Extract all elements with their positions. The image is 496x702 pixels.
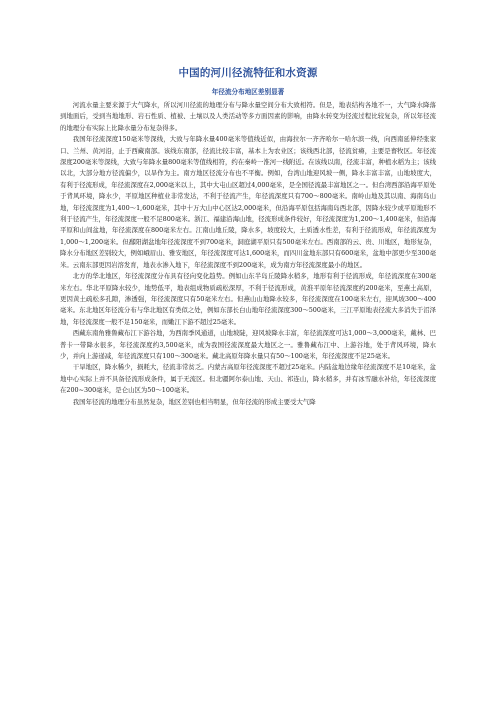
body-paragraph: 我国年径流深度150毫米等深线，大致与年降水量400毫米等值线近似，由海拉尔一齐齐哈尔一哈尔滨一线，向西南延伸经张家口、兰州、黄河沿，止于西藏南部。该线东南部，径流比较丰富，基本上为农业区；该线西北部，径流贫瘠，主要是畜牧区。年径流深度200毫米等深线，大致与年降水量800毫米等值线相符，约在秦岭一淮河一线附近。在该线以南，径流丰富，种植水稻为主；该线以北，大部分地方径流偏少，以旱作为主。南方地区径流分布也不平衡。例如，台湾山地迎风坡一侧，降水丰富丰富，山地坡度大，有利于径流形成，年径流深度在2,000毫米以上，其中大屯山区超过4,000毫米，是全国径流最丰富地区之一。但台湾西部沿海平原处于背风环境，降水少，平原地区种植业非常发达，不利于径流产生，年径流深度只有700～800毫米。南岭山地及其以南、海南岛山地，年径流深度为1,400～1,600毫米，其中十万大山中心区达2,000毫米，但沿海平原包括海南岛西北部，因降水较少或平原地形不利于径流产生，年径流深度一般不足800毫米。浙江、福建沿海山地，径流形成条件较好，年径流深度为1,200～1,400毫米，但沿海平原和山间盆地，年径流深度在800毫米左右。江南山地丘陵，降水多，坡度较大，土质透水性差，有利于径流形成，年径流深度为1,000～1,200毫米。但鄱阳湖盆地年径流深度不到700毫米，洞庭湖平原只有500毫米左右。西南部的云、贵、川地区，地形复杂，降水分布地区差别较大，例如峨眉山、雅安地区，年径流深度可达1,600毫米，而四川盆地东部只有600毫米，盆地中部更少至300毫米。云南东部更因岩溶发育，地表水渗入地下，年径流深度不到200毫米，成为南方年径流深度最小的地区。 [60,135,436,269]
body-paragraph: 西藏东南角雅鲁藏布江下游谷地，为西南季风通道，山地坡陡，迎风坡降水丰富，年径流深度可达1,000～3,000毫米，戴林、巴普卡一带降水很多，年径流深度约3,500毫米，成为我国径流深度最大地区之一。雅鲁藏布江中、上游谷地，处于背风环境，降水少，并向上游递减，年径流深度只有100～300毫米。藏北高原年降水量只有50～100毫米，年径流深度不足25毫米。 [60,329,436,360]
document-page [60,60,436,408]
body-paragraph: 干旱地区，降水稀少，损耗大，径流非常贫乏。内蒙古高原年径流深度不超过25毫米。内陆盆地边缘年径流深度不足10毫米，盆地中心实际上并不具备径流形成条件，属于无流区。但北疆阿尔泰山地、天山、祁连山，降水稍多，并有冰雪融水补给，年径流深度在200~300毫米，是仑山区为50～100毫米。 [60,363,436,395]
body-paragraph: 河流水量主要来源于大气降水，所以河川径流的地理分布与降水量空间分布大致相符。但是，地表结构各地不一，大气降水降落到地面后，受到当地地形、岩石性质、植被、土壤以及人类活动等多方面因素的影响，由降水转变为径流过程比较复杂，所以年径流的地理分布实际上比降水量分布复杂得多。 [60,101,436,132]
section-heading: 年径流分布地区差别显著 [211,88,285,96]
document-title: 中国的河川径流特征和水资源 [178,67,318,79]
body-paragraph: 北方的华北地区，年径流深度分布具有径向变化趋势。例如山东半岛丘陵降水稍多，地形有利于径流形成，年径流深度在300毫米左右。华北平原降水较少，地势低平，地表组成物质疏松深厚，不利于径流形成，黄淮平原年径流深度约200毫米，至燕土高原，更因黄土疏松多孔隙，渗透强，年径流深度只有50毫米左右。但燕山山地降水较多，年径流深度在100毫米左右，迎风坡300～400毫米。东北地区年径流分布与华北地区有类似之处，例如东部长白山地年径流深度300～500毫米，三江平原地表径流大多消失于沼泽地，年径流深度一般不足150毫米，而嫩江下游不超过25毫米。 [60,272,436,326]
body-paragraph: 我国年径流的地理分布虽然复杂，地区差别也相当明显，但年径流的形成主要受大气降 [72,397,316,406]
